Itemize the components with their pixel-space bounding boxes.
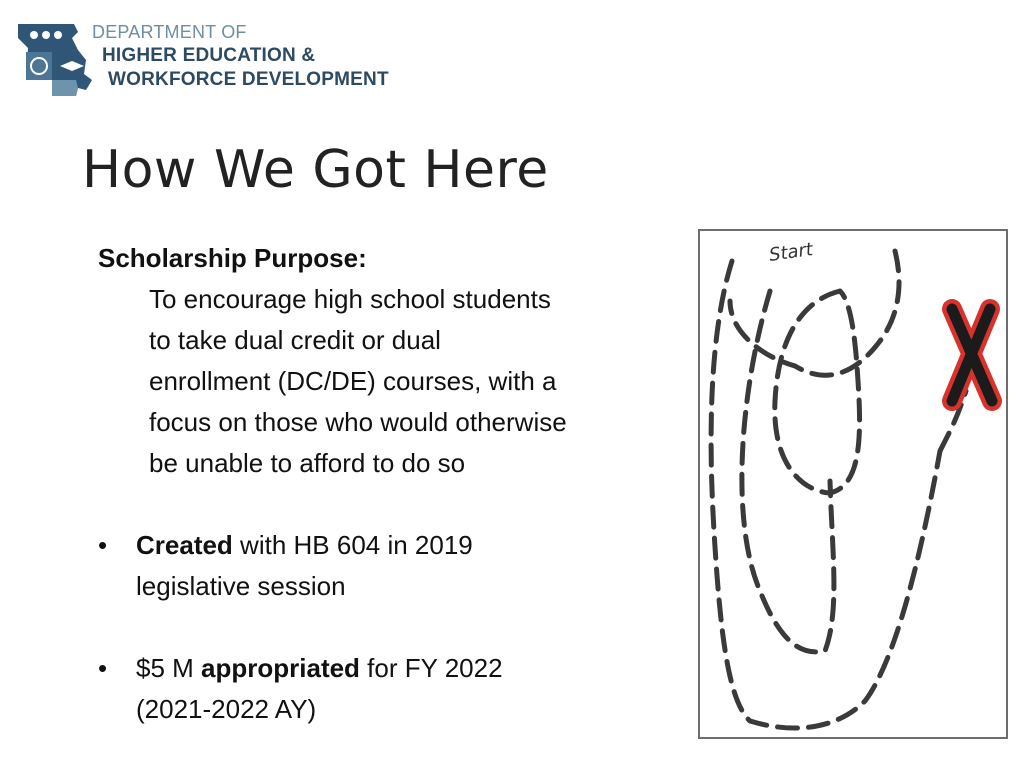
purpose-line: to take dual credit or dual: [149, 325, 441, 355]
treasure-map-icon: [700, 231, 1006, 737]
bullet-icon: •: [98, 530, 108, 560]
bullet-created-bold: Created: [136, 530, 233, 560]
bullet-list: [98, 525, 688, 730]
purpose-line: focus on those who would otherwise: [149, 407, 567, 437]
logo-line-workforce: WORKFORCE DEVELOPMENT: [108, 69, 389, 90]
bullet-appropriated-line2: (2021-2022 AY): [136, 694, 317, 724]
start-label: Start: [767, 239, 815, 266]
bullet-icon: •: [98, 653, 108, 683]
bullet-created-line2: legislative session: [136, 571, 346, 601]
purpose-line: To encourage high school students: [149, 284, 551, 314]
purpose-heading: Scholarship Purpose:: [98, 243, 367, 273]
dhewd-logo: [12, 14, 432, 98]
purpose-line: be unable to afford to do so: [149, 448, 466, 478]
purpose-line: enrollment (DC/DE) courses, with a: [149, 366, 557, 396]
slide-body: [98, 238, 688, 771]
purpose-text: [98, 279, 688, 484]
treasure-map-image: [698, 229, 1008, 739]
logo-line-higher-ed: HIGHER EDUCATION &: [102, 45, 316, 66]
bullet-appropriated-pre: $5 M: [136, 653, 202, 683]
bullet-appropriated: [98, 648, 688, 730]
x-mark-icon: [952, 309, 992, 401]
logo-line-department: DEPARTMENT OF: [92, 22, 247, 42]
missouri-state-icon: [12, 18, 98, 98]
bullet-created: [98, 525, 688, 607]
bullet-created-text: with HB 604 in 2019: [232, 530, 473, 560]
slide-title: How We Got Here: [82, 140, 549, 200]
bullet-appropriated-text: for FY 2022: [359, 653, 503, 683]
bullet-appropriated-bold: appropriated: [201, 653, 360, 683]
